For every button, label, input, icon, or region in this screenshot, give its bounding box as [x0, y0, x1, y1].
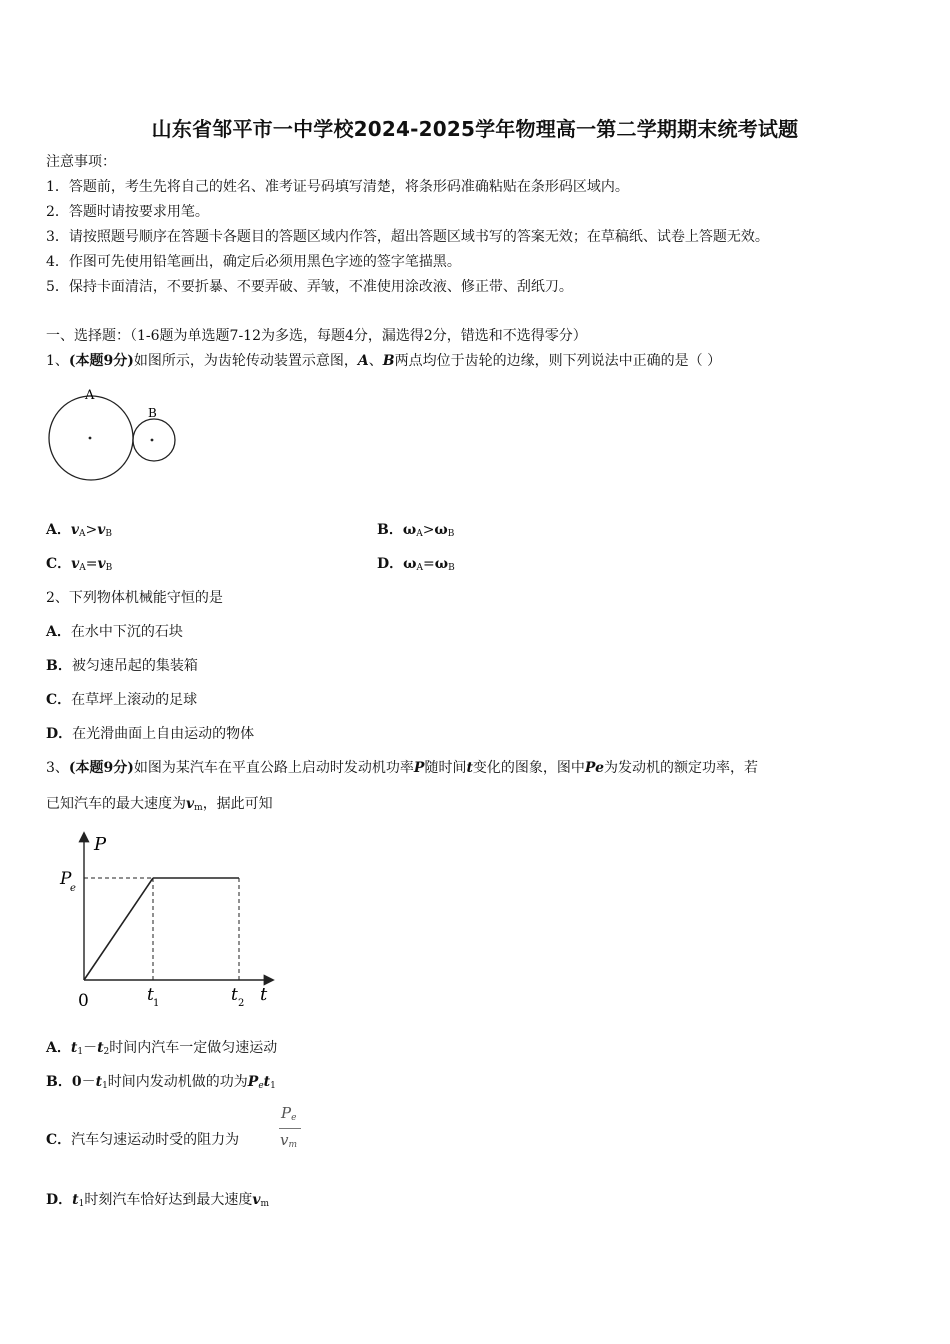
stem-text: 如图所示，为齿轮传动装置示意图，	[133, 353, 358, 369]
power-time-graph	[50, 828, 290, 1016]
q1-option-d[interactable]	[377, 554, 455, 578]
subscript: A	[416, 529, 423, 539]
stem-text: ，据此可知	[202, 796, 273, 812]
option-text: 被匀速吊起的集装箱	[71, 658, 198, 674]
gear-b-circle	[133, 419, 175, 461]
p-axis-label: P	[94, 834, 107, 855]
operator: －	[83, 1040, 98, 1056]
subscript: 1	[78, 1199, 85, 1209]
q3-option-d[interactable]	[46, 1190, 269, 1214]
question-3-stem-line2	[46, 794, 273, 818]
gear-label-b: B	[148, 406, 157, 420]
stem-text: 已知汽车的最大速度为	[46, 796, 186, 812]
notice-item: 5．保持卡面清洁，不要折暴、不要弄破、弄皱，不准使用涂改液、修正带、刮纸刀。	[46, 279, 573, 295]
t2-label-sub: 2	[238, 998, 245, 1009]
symbol: ω	[434, 522, 448, 538]
option-letter: D．	[46, 726, 73, 742]
question-number: 1、	[46, 353, 69, 369]
operator: >	[422, 522, 435, 538]
q1-option-b[interactable]	[377, 520, 454, 544]
symbol: P	[247, 1074, 259, 1090]
symbol: t	[466, 760, 473, 776]
question-marks: (本题9分)	[68, 353, 134, 369]
q2-option-d[interactable]	[46, 724, 254, 744]
operator: =	[422, 556, 435, 572]
t1-label: t	[147, 985, 154, 1005]
subscript: 1	[270, 1081, 276, 1091]
exam-title: 山东省邹平市一中学校2024-2025学年物理高一第二学期期末统考试题	[151, 117, 799, 141]
option-letter: D．	[377, 556, 404, 572]
option-letter: D．	[46, 1192, 73, 1208]
symbol: t	[95, 1074, 103, 1090]
stem-text: 为发动机的额定功率，若	[603, 760, 758, 776]
option-text: 汽车匀速运动时受的阻力为	[71, 1132, 240, 1148]
option-letter: A．	[46, 624, 71, 640]
option-text: 时刻汽车恰好达到最大速度	[84, 1192, 253, 1208]
symbol: v	[97, 522, 106, 538]
symbol: v	[97, 556, 106, 572]
stem-text: 变化的图象，图中	[472, 760, 585, 776]
stem-text: 随时间	[424, 760, 467, 776]
option-letter: B．	[377, 522, 403, 538]
subscript: A	[79, 529, 86, 539]
option-letter: B．	[46, 1074, 72, 1090]
t2-label: t	[231, 985, 238, 1005]
subscript: 1	[77, 1047, 84, 1057]
pe-label-sub: e	[70, 883, 76, 894]
q3-option-b[interactable]	[46, 1072, 276, 1096]
option-letter: B．	[46, 658, 72, 674]
option-letter: A．	[46, 1040, 71, 1056]
subscript: m	[194, 803, 203, 813]
option-letter: C．	[46, 692, 72, 708]
symbol: P	[413, 760, 425, 776]
option-letter: A．	[46, 522, 71, 538]
t1-label-sub: 1	[153, 998, 160, 1009]
symbol: t	[263, 1074, 271, 1090]
fraction-numerator: P	[281, 1104, 292, 1122]
point-b: B	[382, 353, 395, 369]
separator: 、	[368, 353, 383, 369]
question-2-stem: 2、下列物体机械能守恒的是	[46, 590, 223, 606]
notice-item: 2．答题时请按要求用笔。	[46, 204, 209, 220]
subscript: B	[105, 529, 113, 539]
operator: >	[85, 522, 98, 538]
q3-option-a[interactable]	[46, 1038, 277, 1062]
gear-label-a: A	[85, 388, 95, 403]
q2-option-a[interactable]	[46, 622, 183, 642]
symbol: ω	[403, 556, 417, 572]
notice-item: 1．答题前，考生先将自己的姓名、准考证号码填写清楚，将条形码准确粘贴在条形码区域内。	[46, 179, 629, 195]
point-a: A	[357, 353, 369, 369]
symbol: v	[186, 796, 195, 812]
resistance-fraction	[277, 1104, 303, 1156]
option-text: 在草坪上滚动的足球	[71, 692, 198, 708]
subscript: 2	[103, 1047, 110, 1057]
subscript: A	[79, 563, 86, 573]
notice-item: 3．请按照题号顺序在答题卡各题目的答题区域内作答，超出答题区域书写的答案无效；在草稿纸、试卷上答题无效。	[46, 229, 769, 245]
symbol: ω	[402, 522, 417, 538]
symbol: v	[70, 522, 80, 538]
subscript: B	[448, 563, 455, 573]
stem-text: 如图为某汽车在平直公路上启动时发动机功率	[133, 760, 414, 776]
q1-option-c[interactable]	[46, 554, 112, 578]
question-marks: (本题9分)	[68, 760, 134, 776]
fraction-bar	[279, 1128, 301, 1129]
subscript: A	[416, 563, 423, 573]
subscript: B	[447, 529, 455, 539]
q3-option-c[interactable]	[46, 1130, 239, 1150]
q1-option-a[interactable]	[46, 520, 112, 544]
question-3-stem	[46, 758, 758, 778]
option-text: 在水中下沉的石块	[70, 624, 183, 640]
gear-b-center	[151, 439, 154, 442]
symbol: 0	[71, 1074, 82, 1090]
subscript: m	[288, 1140, 298, 1150]
pe-label: P	[60, 869, 72, 889]
subscript: e	[291, 1113, 297, 1123]
symbol: v	[252, 1192, 261, 1208]
question-number: 3、	[46, 760, 69, 776]
operator: －	[81, 1074, 96, 1090]
gear-a-center	[89, 437, 92, 440]
t-axis-label: t	[260, 984, 268, 1005]
option-text: 时间内汽车一定做匀速运动	[109, 1040, 278, 1056]
option-letter: C．	[46, 1132, 72, 1148]
subscript: e	[258, 1081, 264, 1091]
symbol: ω	[434, 556, 449, 572]
question-1-stem	[46, 351, 721, 371]
stem-text: 两点均位于齿轮的边缘，则下列说法中正确的是（ ）	[394, 353, 722, 369]
subscript: B	[105, 563, 113, 573]
option-text: 时间内发动机做的功为	[107, 1074, 248, 1090]
q2-option-b[interactable]	[46, 656, 198, 676]
origin-label: 0	[78, 991, 89, 1011]
operator: =	[85, 556, 98, 572]
gear-diagram	[40, 380, 190, 495]
option-letter: C．	[46, 556, 72, 572]
symbol: v	[71, 556, 80, 572]
subscript: 1	[102, 1081, 108, 1091]
subscript: m	[260, 1199, 270, 1209]
notice-heading: 注意事项：	[46, 154, 116, 170]
ramp-line	[84, 878, 153, 980]
option-text: 在光滑曲面上自由运动的物体	[72, 726, 255, 742]
symbol: t	[97, 1040, 104, 1056]
symbol: t	[72, 1192, 79, 1208]
symbol: Pe	[584, 760, 604, 776]
q2-option-c[interactable]	[46, 690, 197, 710]
fraction-denominator: v	[280, 1131, 289, 1149]
section-heading: 一、选择题：（1-6题为单选题7-12为多选，每题4分，漏选得2分，错选和不选得零分）	[46, 328, 587, 344]
symbol: t	[70, 1040, 78, 1056]
notice-item: 4．作图可先使用铅笔画出，确定后必须用黑色字迹的签字笔描黑。	[46, 254, 461, 270]
